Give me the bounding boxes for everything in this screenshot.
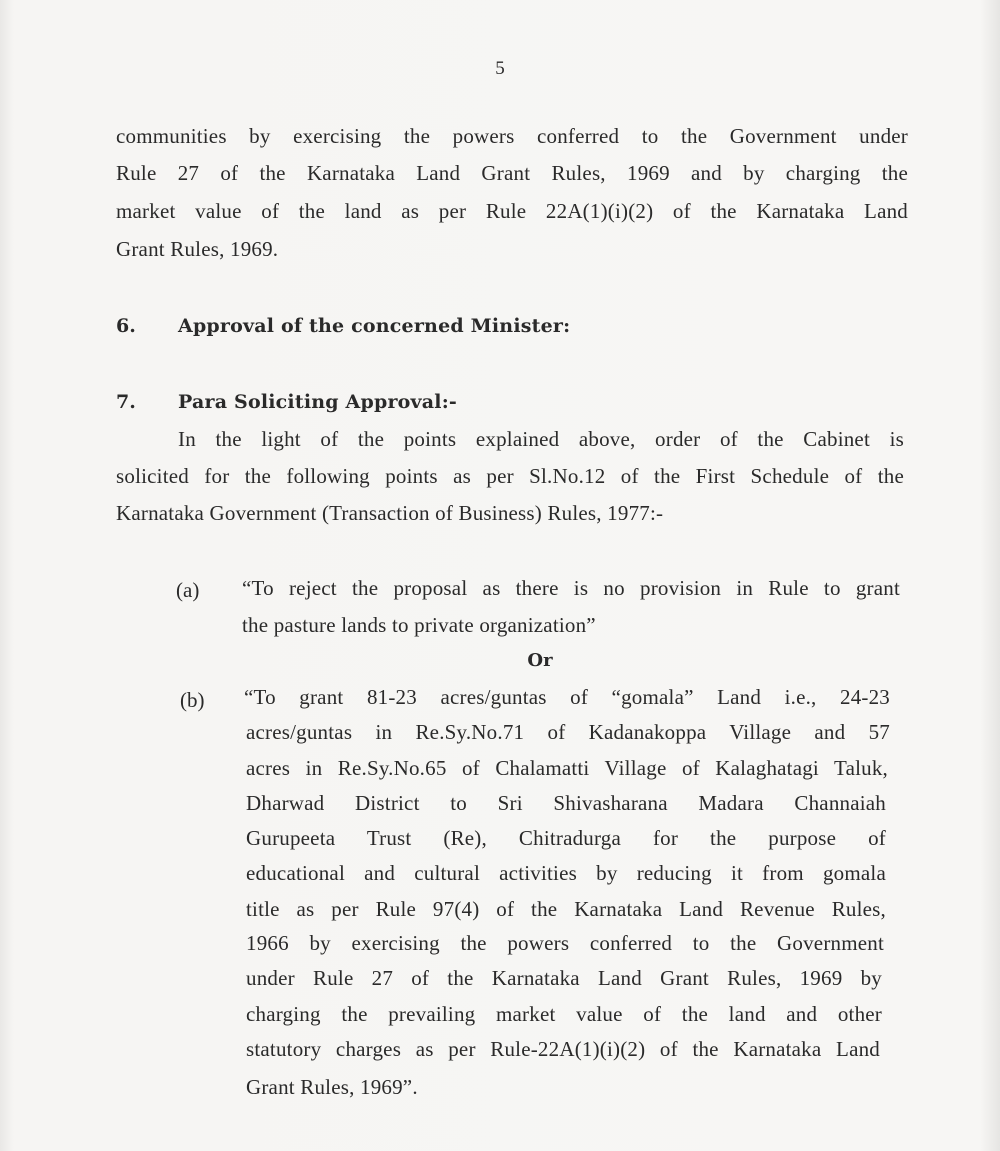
option-b-line: educational and cultural activities by reducing it from gomala bbox=[246, 861, 886, 885]
section-6-number: 6. bbox=[116, 315, 136, 337]
option-b-line: 1966 by exercising the powers conferred to the Government bbox=[246, 931, 884, 955]
option-b-line: under Rule 27 of the Karnataka Land Grant Rules, 1969 by bbox=[246, 966, 882, 990]
option-b-line: “To grant 81-23 acres/guntas of “gomala” Land i.e., 24-23 bbox=[244, 685, 890, 709]
page-number: 5 bbox=[495, 58, 505, 79]
option-a-line: “To reject the proposal as there is no provision in Rule to grant bbox=[242, 576, 900, 600]
section-7-body-line: Karnataka Government (Transaction of Business) Rules, 1977:- bbox=[116, 501, 664, 525]
option-b-line: charging the prevailing market value of the land and other bbox=[246, 1002, 882, 1026]
intro-line: Rule 27 of the Karnataka Land Grant Rules, 1969 and by charging the bbox=[116, 161, 908, 185]
option-b-line: Grant Rules, 1969”. bbox=[246, 1075, 418, 1099]
section-7-number: 7. bbox=[116, 391, 136, 413]
section-7-heading: Para Soliciting Approval:- bbox=[178, 391, 458, 413]
option-b-line: statutory charges as per Rule-22A(1)(i)(2) of the Karnataka Land bbox=[246, 1037, 880, 1061]
or-separator: Or bbox=[527, 650, 553, 671]
section-6-heading: Approval of the concerned Minister: bbox=[178, 315, 571, 337]
section-7-body-line: solicited for the following points as per Sl.No.12 of the First Schedule of the bbox=[116, 464, 904, 488]
option-b-line: title as per Rule 97(4) of the Karnataka Land Revenue Rules, bbox=[246, 897, 886, 921]
intro-line: Grant Rules, 1969. bbox=[116, 237, 279, 261]
option-b-line: Dharwad District to Sri Shivasharana Madara Channaiah bbox=[246, 791, 886, 815]
option-b-line: acres/guntas in Re.Sy.No.71 of Kadanakoppa Village and 57 bbox=[246, 720, 890, 744]
intro-line: market value of the land as per Rule 22A(1)(i)(2) of the Karnataka Land bbox=[116, 199, 908, 223]
section-7-body-line: In the light of the points explained above, order of the Cabinet is bbox=[178, 427, 904, 451]
option-b-line: acres in Re.Sy.No.65 of Chalamatti Village of Kalaghatagi Taluk, bbox=[246, 756, 888, 780]
option-a-line: the pasture lands to private organization” bbox=[242, 613, 596, 637]
option-b-label: (b) bbox=[180, 688, 205, 712]
option-a-label: (a) bbox=[176, 578, 200, 602]
intro-line: communities by exercising the powers conferred to the Government under bbox=[116, 124, 908, 148]
option-b-line: Gurupeeta Trust (Re), Chitradurga for the purpose of bbox=[246, 826, 886, 850]
